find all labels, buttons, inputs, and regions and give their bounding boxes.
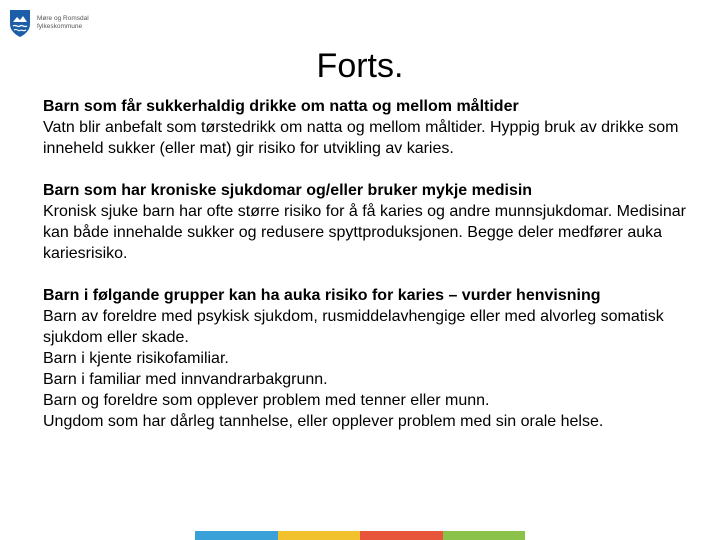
- page-title-text: Forts.: [316, 47, 404, 85]
- color-bar-segment: [195, 531, 278, 540]
- section-risk-groups: [43, 285, 703, 432]
- list-item: Barn i kjente risikofamiliar.: [43, 350, 229, 367]
- section-heading: Barn som har kroniske sjukdomar og/eller bruker mykje medisin: [43, 182, 533, 199]
- coat-of-arms-icon: [8, 8, 32, 38]
- section-chronic-illness: [43, 180, 703, 264]
- color-bar-segment: [278, 531, 361, 540]
- content-body: [43, 96, 703, 432]
- logo-line-2: fylkeskommune: [37, 23, 83, 30]
- color-bar-segment: [360, 531, 443, 540]
- logo-text: [37, 15, 89, 31]
- section-text: Vatn blir anbefalt som tørstedrikk om natta og mellom måltider. Hyppig bruk av drikke som inneheld sukker (eller mat) gir risiko for utvikling av karies.: [43, 119, 679, 157]
- list-item: Ungdom som har dårleg tannhelse, eller opplever problem med sin orale helse.: [43, 413, 604, 430]
- list-item: Barn i familiar med innvandrarbakgrunn.: [43, 371, 328, 388]
- list-item: Barn og foreldre som opplever problem med tenner eller munn.: [43, 392, 490, 409]
- color-bar-segment: [443, 531, 526, 540]
- section-heading: Barn i følgande grupper kan ha auka risiko for karies – vurder henvisning: [43, 287, 601, 304]
- page-title: [0, 46, 720, 86]
- decorative-color-bar: [195, 531, 525, 540]
- section-sugary-drinks: [43, 96, 703, 159]
- section-heading: Barn som får sukkerhaldig drikke om natta og mellom måltider: [43, 98, 519, 115]
- logo-line-1: Møre og Romsdal: [37, 15, 89, 22]
- list-item: Barn av foreldre med psykisk sjukdom, rusmiddelavhengige eller med alvorleg somatisk sjukdom eller skade.: [43, 308, 664, 346]
- section-text: Kronisk sjuke barn har ofte større risiko for å få karies og andre munnsjukdomar. Medisinar kan både innehalde sukker og redusere spyttproduksjonen. Begge deler medfører auka kariesrisiko.: [43, 203, 686, 262]
- logo: [8, 8, 89, 38]
